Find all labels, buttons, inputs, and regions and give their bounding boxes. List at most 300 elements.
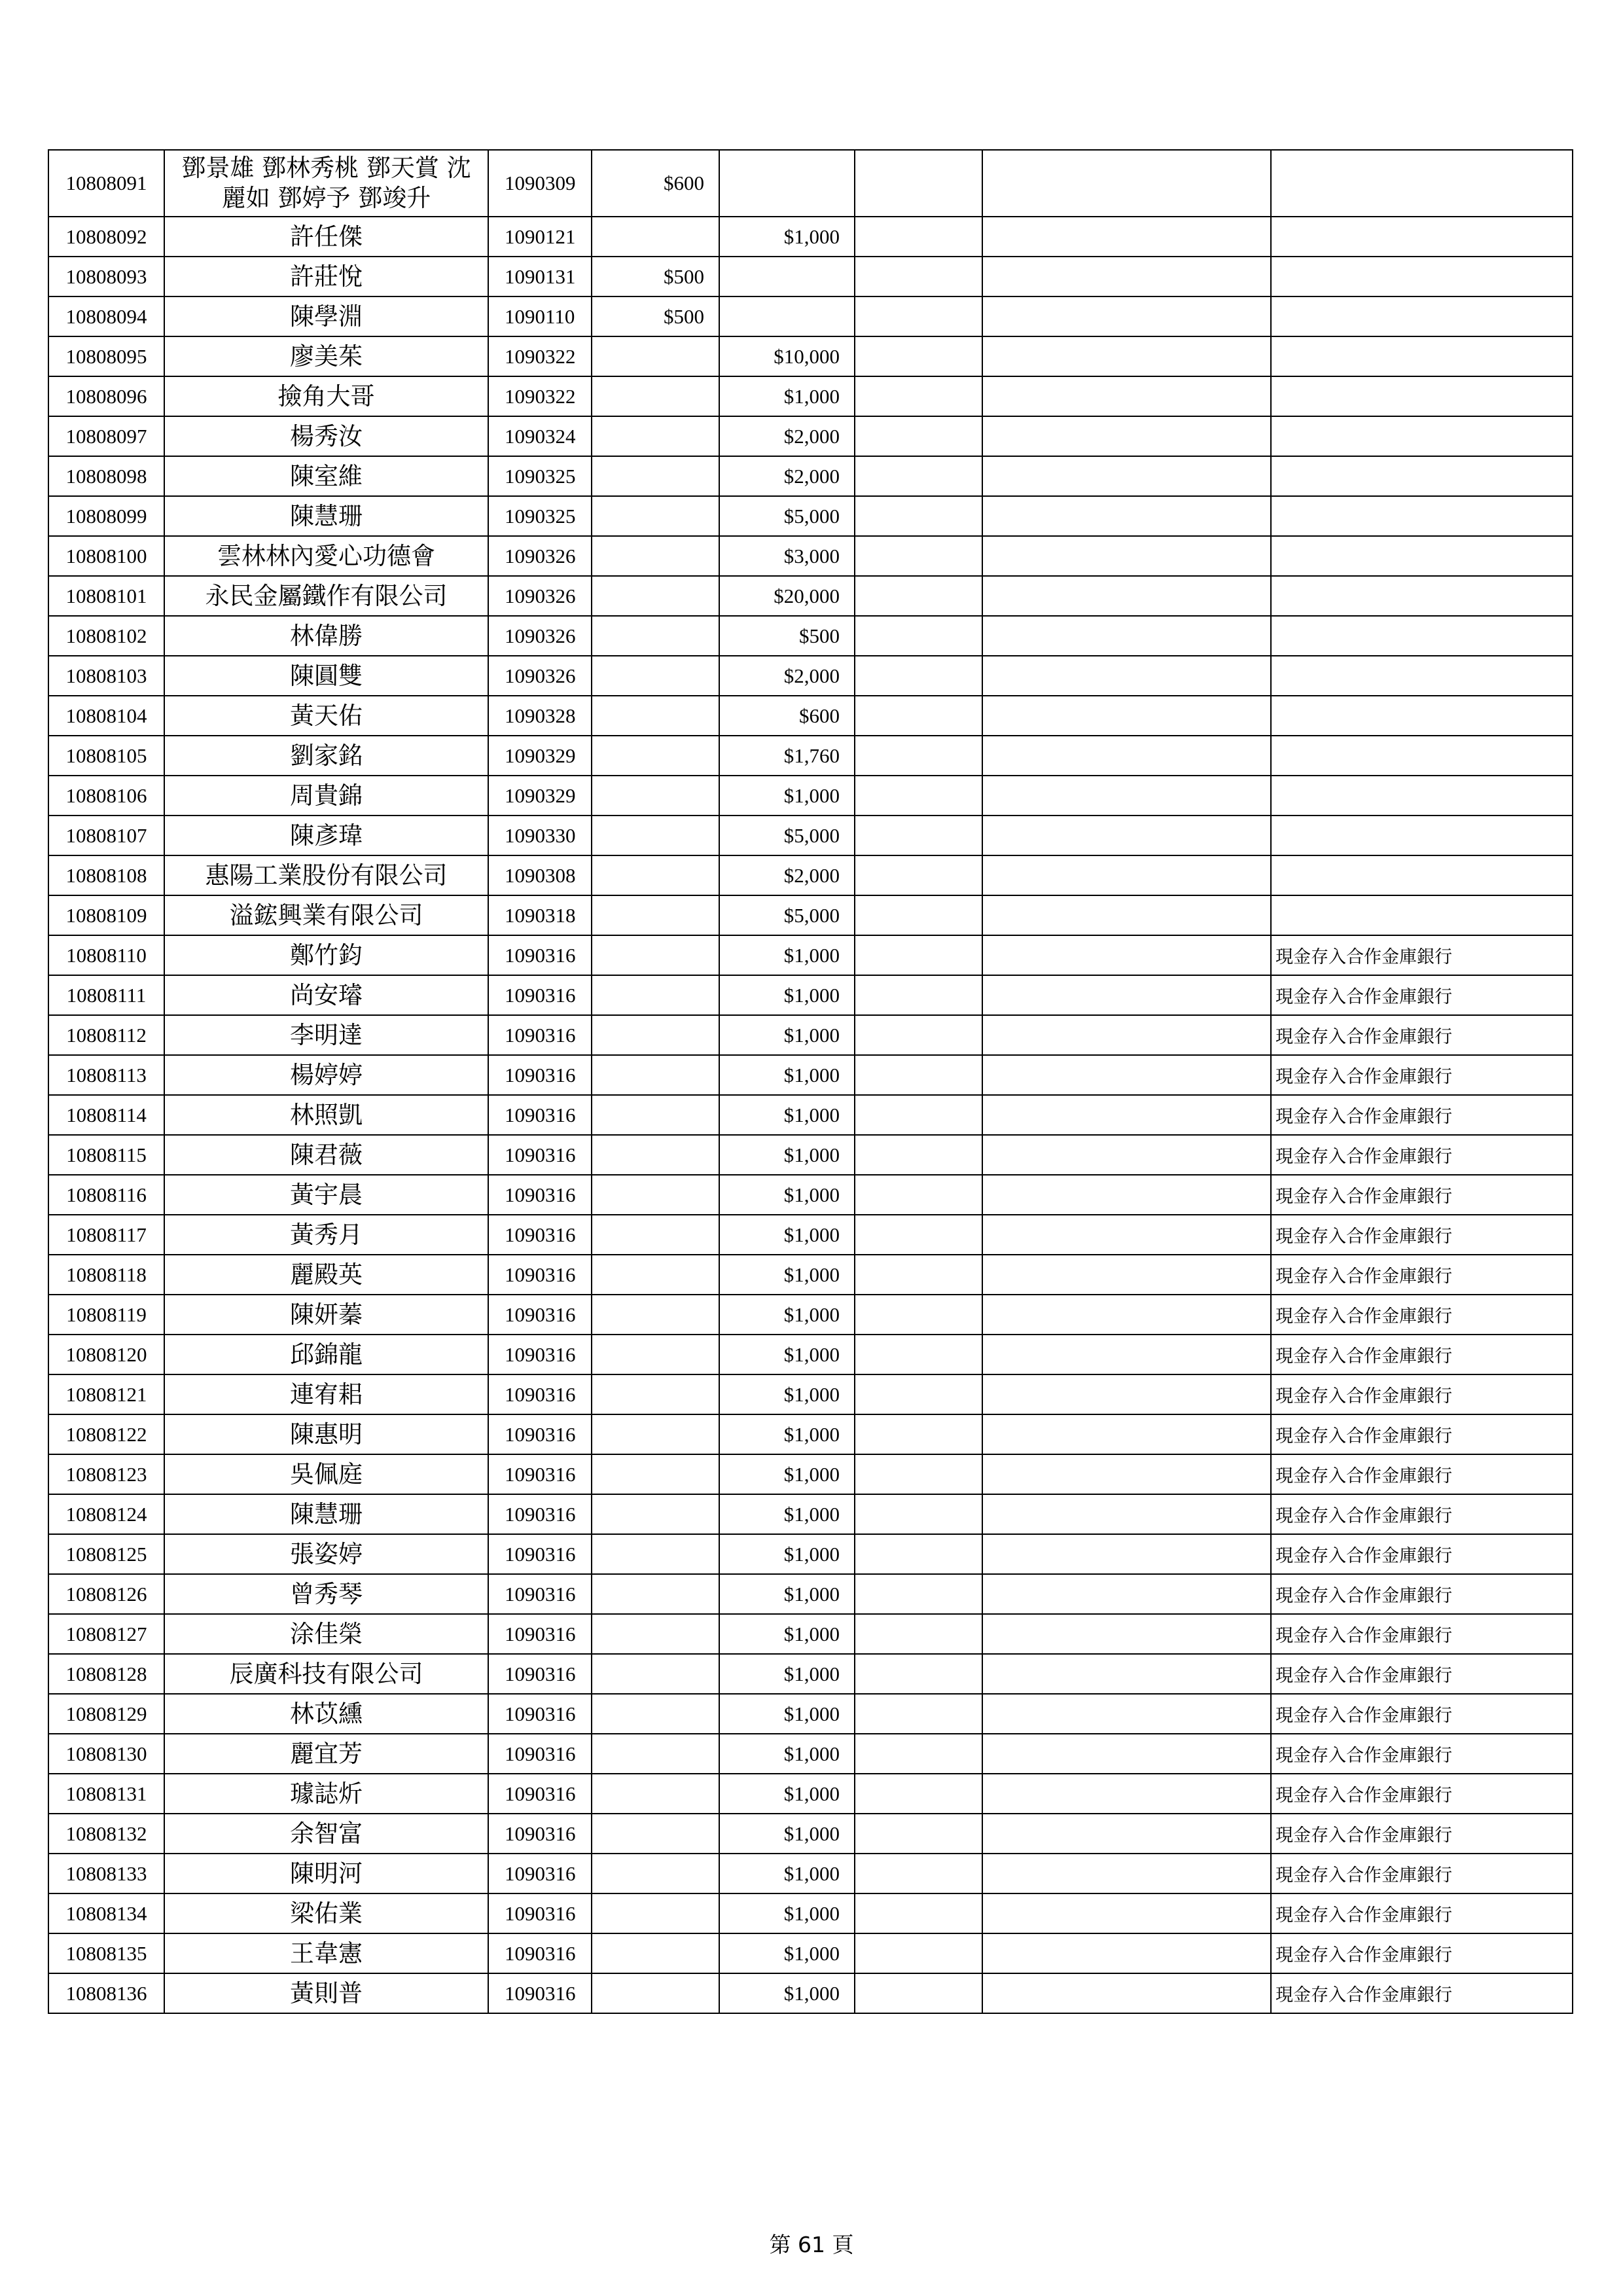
remark-cell: 現金存入合作金庫銀行 — [1271, 1574, 1573, 1614]
donation-date-cell: 1090324 — [488, 416, 592, 456]
table-row — [48, 616, 1573, 656]
amount-a-cell: $500 — [592, 296, 719, 336]
remark-cell — [1271, 416, 1573, 456]
amount-a-cell — [592, 1015, 719, 1055]
donation-date-cell: 1090316 — [488, 1135, 592, 1175]
amount-b-cell — [719, 257, 855, 296]
donation-date-cell: 1090131 — [488, 257, 592, 296]
blank-cell — [982, 456, 1271, 496]
remark-cell: 現金存入合作金庫銀行 — [1271, 1414, 1573, 1454]
remark-cell: 現金存入合作金庫銀行 — [1271, 1694, 1573, 1734]
donation-date-cell: 1090316 — [488, 1814, 592, 1854]
table-row — [48, 336, 1573, 376]
blank-cell — [982, 1374, 1271, 1414]
donor-id-cell: 10808106 — [48, 776, 164, 816]
amount-a-cell — [592, 217, 719, 257]
amount-b-cell: $1,000 — [719, 1095, 855, 1135]
donor-name-cell: 尚安璿 — [164, 975, 488, 1015]
amount-b-cell: $1,000 — [719, 1215, 855, 1255]
remark-cell: 現金存入合作金庫銀行 — [1271, 1814, 1573, 1854]
remark-cell: 現金存入合作金庫銀行 — [1271, 1055, 1573, 1095]
amount-b-cell: $5,000 — [719, 895, 855, 935]
amount-a-cell — [592, 696, 719, 736]
table-row — [48, 1095, 1573, 1135]
amount-b-cell: $1,000 — [719, 376, 855, 416]
donor-name-cell: 余智富 — [164, 1814, 488, 1854]
donor-id-cell: 10808121 — [48, 1374, 164, 1414]
blank-cell — [982, 1973, 1271, 2013]
amount-b-cell: $1,000 — [719, 1135, 855, 1175]
donor-name-cell: 劉家銘 — [164, 736, 488, 776]
donation-date-cell: 1090316 — [488, 935, 592, 975]
donor-id-cell: 10808131 — [48, 1774, 164, 1814]
table-row — [48, 1135, 1573, 1175]
blank-cell — [855, 257, 982, 296]
donor-id-cell: 10808118 — [48, 1255, 164, 1295]
amount-b-cell — [719, 150, 855, 217]
amount-b-cell: $1,000 — [719, 975, 855, 1015]
blank-cell — [982, 257, 1271, 296]
donation-date-cell: 1090330 — [488, 816, 592, 855]
blank-cell — [982, 1933, 1271, 1973]
donor-name-cell: 陳慧珊 — [164, 496, 488, 536]
amount-b-cell: $5,000 — [719, 816, 855, 855]
remark-cell — [1271, 376, 1573, 416]
blank-cell — [855, 656, 982, 696]
donation-date-cell: 1090316 — [488, 1973, 592, 2013]
table-row — [48, 1335, 1573, 1374]
blank-cell — [855, 736, 982, 776]
table-row — [48, 1854, 1573, 1893]
blank-cell — [982, 1255, 1271, 1295]
remark-cell: 現金存入合作金庫銀行 — [1271, 1374, 1573, 1414]
donation-date-cell: 1090329 — [488, 776, 592, 816]
remark-cell — [1271, 656, 1573, 696]
remark-cell: 現金存入合作金庫銀行 — [1271, 1015, 1573, 1055]
remark-cell: 現金存入合作金庫銀行 — [1271, 1973, 1573, 2013]
donor-id-cell: 10808110 — [48, 935, 164, 975]
blank-cell — [855, 895, 982, 935]
donor-name-cell: 廖美茱 — [164, 336, 488, 376]
blank-cell — [855, 616, 982, 656]
donor-id-cell: 10808101 — [48, 576, 164, 616]
donation-date-cell: 1090328 — [488, 696, 592, 736]
donor-name-cell: 許莊悅 — [164, 257, 488, 296]
blank-cell — [982, 336, 1271, 376]
amount-a-cell — [592, 1534, 719, 1574]
blank-cell — [855, 1933, 982, 1973]
blank-cell — [855, 1015, 982, 1055]
donor-id-cell: 10808133 — [48, 1854, 164, 1893]
donation-date-cell: 1090326 — [488, 536, 592, 576]
donation-date-cell: 1090316 — [488, 1374, 592, 1414]
table-row — [48, 496, 1573, 536]
donation-date-cell: 1090316 — [488, 1734, 592, 1774]
remark-cell — [1271, 776, 1573, 816]
table-row — [48, 416, 1573, 456]
blank-cell — [855, 1135, 982, 1175]
blank-cell — [855, 1454, 982, 1494]
table-row — [48, 1454, 1573, 1494]
amount-b-cell: $1,000 — [719, 1814, 855, 1854]
remark-cell — [1271, 616, 1573, 656]
amount-b-cell: $1,000 — [719, 1494, 855, 1534]
amount-b-cell: $1,000 — [719, 1374, 855, 1414]
table-row — [48, 1494, 1573, 1534]
amount-b-cell: $1,000 — [719, 1175, 855, 1215]
donor-name-cell: 麗宜芳 — [164, 1734, 488, 1774]
amount-a-cell — [592, 1774, 719, 1814]
blank-cell — [855, 1893, 982, 1933]
remark-cell — [1271, 736, 1573, 776]
table-row — [48, 1614, 1573, 1654]
remark-cell: 現金存入合作金庫銀行 — [1271, 975, 1573, 1015]
donation-date-cell: 1090316 — [488, 1095, 592, 1135]
donor-name-cell: 鄧景雄 鄧林秀桃 鄧天賞 沈麗如 鄧婷予 鄧竣升 — [164, 150, 488, 217]
amount-b-cell: $1,000 — [719, 1734, 855, 1774]
blank-cell — [855, 336, 982, 376]
amount-a-cell — [592, 1374, 719, 1414]
amount-a-cell — [592, 536, 719, 576]
remark-cell: 現金存入合作金庫銀行 — [1271, 1534, 1573, 1574]
amount-b-cell: $1,000 — [719, 1255, 855, 1295]
blank-cell — [982, 1654, 1271, 1694]
donor-name-cell: 黃則普 — [164, 1973, 488, 2013]
amount-b-cell: $2,000 — [719, 656, 855, 696]
blank-cell — [855, 536, 982, 576]
amount-b-cell: $1,000 — [719, 1694, 855, 1734]
donor-id-cell: 10808130 — [48, 1734, 164, 1774]
remark-cell: 現金存入合作金庫銀行 — [1271, 1614, 1573, 1654]
table-row — [48, 456, 1573, 496]
donor-name-cell: 邱錦龍 — [164, 1335, 488, 1374]
amount-a-cell — [592, 1494, 719, 1534]
donor-id-cell: 10808128 — [48, 1654, 164, 1694]
amount-b-cell: $1,000 — [719, 1414, 855, 1454]
table-row — [48, 1893, 1573, 1933]
blank-cell — [855, 1854, 982, 1893]
amount-b-cell: $1,760 — [719, 736, 855, 776]
blank-cell — [855, 1973, 982, 2013]
blank-cell — [982, 416, 1271, 456]
table-row — [48, 1654, 1573, 1694]
amount-a-cell — [592, 1694, 719, 1734]
blank-cell — [855, 376, 982, 416]
amount-a-cell — [592, 1574, 719, 1614]
donation-date-cell: 1090308 — [488, 855, 592, 895]
remark-cell — [1271, 150, 1573, 217]
remark-cell — [1271, 217, 1573, 257]
amount-b-cell: $1,000 — [719, 1654, 855, 1694]
table-row — [48, 776, 1573, 816]
amount-a-cell — [592, 1295, 719, 1335]
blank-cell — [982, 895, 1271, 935]
blank-cell — [982, 1015, 1271, 1055]
donation-date-cell: 1090316 — [488, 1175, 592, 1215]
blank-cell — [982, 1175, 1271, 1215]
donation-date-cell: 1090309 — [488, 150, 592, 217]
amount-b-cell: $3,000 — [719, 536, 855, 576]
remark-cell: 現金存入合作金庫銀行 — [1271, 1255, 1573, 1295]
amount-b-cell: $2,000 — [719, 416, 855, 456]
donor-name-cell: 陳圓雙 — [164, 656, 488, 696]
amount-b-cell: $1,000 — [719, 776, 855, 816]
table-row — [48, 296, 1573, 336]
donation-date-cell: 1090316 — [488, 1574, 592, 1614]
donor-name-cell: 林照凱 — [164, 1095, 488, 1135]
table-row — [48, 656, 1573, 696]
blank-cell — [982, 935, 1271, 975]
amount-b-cell: $500 — [719, 616, 855, 656]
donor-id-cell: 10808099 — [48, 496, 164, 536]
donor-name-cell: 吳佩庭 — [164, 1454, 488, 1494]
donor-id-cell: 10808126 — [48, 1574, 164, 1614]
donor-name-cell: 涂佳榮 — [164, 1614, 488, 1654]
amount-a-cell — [592, 1973, 719, 2013]
table-row — [48, 816, 1573, 855]
amount-a-cell — [592, 736, 719, 776]
page-number: 第 61 頁 — [769, 2232, 854, 2257]
blank-cell — [855, 1734, 982, 1774]
donation-date-cell: 1090329 — [488, 736, 592, 776]
donation-date-cell: 1090322 — [488, 336, 592, 376]
donor-name-cell: 楊秀汝 — [164, 416, 488, 456]
blank-cell — [855, 1295, 982, 1335]
table-row — [48, 696, 1573, 736]
remark-cell: 現金存入合作金庫銀行 — [1271, 1135, 1573, 1175]
blank-cell — [855, 855, 982, 895]
blank-cell — [982, 1854, 1271, 1893]
remark-cell: 現金存入合作金庫銀行 — [1271, 1335, 1573, 1374]
donor-id-cell: 10808111 — [48, 975, 164, 1015]
donor-id-cell: 10808117 — [48, 1215, 164, 1255]
donation-date-cell: 1090316 — [488, 1335, 592, 1374]
amount-b-cell: $1,000 — [719, 1454, 855, 1494]
donor-id-cell: 10808095 — [48, 336, 164, 376]
amount-b-cell: $1,000 — [719, 1534, 855, 1574]
donor-name-cell: 雲林林內愛心功德會 — [164, 536, 488, 576]
blank-cell — [982, 1774, 1271, 1814]
donation-date-cell: 1090318 — [488, 895, 592, 935]
amount-a-cell: $500 — [592, 257, 719, 296]
donor-name-cell: 麗殿英 — [164, 1255, 488, 1295]
donation-date-cell: 1090316 — [488, 1414, 592, 1454]
donor-name-cell: 陳君薇 — [164, 1135, 488, 1175]
table-row — [48, 257, 1573, 296]
blank-cell — [982, 1055, 1271, 1095]
remark-cell: 現金存入合作金庫銀行 — [1271, 1893, 1573, 1933]
remark-cell — [1271, 855, 1573, 895]
donor-id-cell: 10808120 — [48, 1335, 164, 1374]
donor-id-cell: 10808097 — [48, 416, 164, 456]
donation-date-cell: 1090326 — [488, 576, 592, 616]
table-row — [48, 855, 1573, 895]
table-row — [48, 895, 1573, 935]
donor-name-cell: 陳惠明 — [164, 1414, 488, 1454]
donor-id-cell: 10808094 — [48, 296, 164, 336]
donor-name-cell: 陳慧珊 — [164, 1494, 488, 1534]
donor-name-cell: 撿角大哥 — [164, 376, 488, 416]
blank-cell — [855, 816, 982, 855]
donation-date-cell: 1090316 — [488, 975, 592, 1015]
table-row — [48, 536, 1573, 576]
donor-name-cell: 林苡纁 — [164, 1694, 488, 1734]
donor-id-cell: 10808093 — [48, 257, 164, 296]
remark-cell: 現金存入合作金庫銀行 — [1271, 1734, 1573, 1774]
amount-a-cell — [592, 1854, 719, 1893]
amount-b-cell: $2,000 — [719, 456, 855, 496]
amount-a-cell — [592, 776, 719, 816]
amount-a-cell — [592, 1734, 719, 1774]
remark-cell — [1271, 816, 1573, 855]
donation-date-cell: 1090121 — [488, 217, 592, 257]
amount-a-cell — [592, 1175, 719, 1215]
remark-cell: 現金存入合作金庫銀行 — [1271, 1933, 1573, 1973]
blank-cell — [855, 1574, 982, 1614]
blank-cell — [855, 1255, 982, 1295]
donation-date-cell: 1090325 — [488, 456, 592, 496]
blank-cell — [855, 1335, 982, 1374]
donor-id-cell: 10808103 — [48, 656, 164, 696]
blank-cell — [855, 1494, 982, 1534]
amount-a-cell: $600 — [592, 150, 719, 217]
blank-cell — [982, 217, 1271, 257]
donation-date-cell: 1090316 — [488, 1694, 592, 1734]
table-row — [48, 576, 1573, 616]
blank-cell — [982, 576, 1271, 616]
blank-cell — [982, 496, 1271, 536]
blank-cell — [982, 1135, 1271, 1175]
blank-cell — [982, 1494, 1271, 1534]
amount-b-cell: $10,000 — [719, 336, 855, 376]
blank-cell — [982, 616, 1271, 656]
donor-name-cell: 曾秀琴 — [164, 1574, 488, 1614]
blank-cell — [982, 776, 1271, 816]
table-row — [48, 1015, 1573, 1055]
donation-date-cell: 1090316 — [488, 1933, 592, 1973]
amount-b-cell: $1,000 — [719, 1893, 855, 1933]
blank-cell — [982, 736, 1271, 776]
table-row — [48, 1055, 1573, 1095]
blank-cell — [855, 935, 982, 975]
remark-cell — [1271, 496, 1573, 536]
blank-cell — [855, 496, 982, 536]
blank-cell — [982, 1814, 1271, 1854]
blank-cell — [855, 1814, 982, 1854]
remark-cell: 現金存入合作金庫銀行 — [1271, 1774, 1573, 1814]
blank-cell — [982, 696, 1271, 736]
blank-cell — [982, 816, 1271, 855]
donor-id-cell: 10808109 — [48, 895, 164, 935]
donor-id-cell: 10808104 — [48, 696, 164, 736]
remark-cell — [1271, 576, 1573, 616]
table-row — [48, 1215, 1573, 1255]
remark-cell: 現金存入合作金庫銀行 — [1271, 1494, 1573, 1534]
amount-b-cell: $1,000 — [719, 1335, 855, 1374]
donation-date-cell: 1090316 — [488, 1295, 592, 1335]
donor-id-cell: 10808102 — [48, 616, 164, 656]
remark-cell: 現金存入合作金庫銀行 — [1271, 1295, 1573, 1335]
blank-cell — [855, 1215, 982, 1255]
donor-id-cell: 10808115 — [48, 1135, 164, 1175]
blank-cell — [982, 855, 1271, 895]
table-row — [48, 1933, 1573, 1973]
table-row — [48, 935, 1573, 975]
donor-id-cell: 10808105 — [48, 736, 164, 776]
amount-b-cell — [719, 296, 855, 336]
donation-date-cell: 1090326 — [488, 616, 592, 656]
table-row — [48, 736, 1573, 776]
donation-date-cell: 1090316 — [488, 1255, 592, 1295]
donation-date-cell: 1090316 — [488, 1774, 592, 1814]
blank-cell — [982, 1694, 1271, 1734]
amount-a-cell — [592, 456, 719, 496]
remark-cell — [1271, 336, 1573, 376]
blank-cell — [855, 1614, 982, 1654]
donor-id-cell: 10808096 — [48, 376, 164, 416]
amount-a-cell — [592, 376, 719, 416]
donor-name-cell: 陳妍蓁 — [164, 1295, 488, 1335]
donor-id-cell: 10808129 — [48, 1694, 164, 1734]
donor-name-cell: 黃秀月 — [164, 1215, 488, 1255]
donor-id-cell: 10808134 — [48, 1893, 164, 1933]
table-row — [48, 1295, 1573, 1335]
amount-a-cell — [592, 975, 719, 1015]
amount-b-cell: $1,000 — [719, 217, 855, 257]
donor-name-cell: 辰廣科技有限公司 — [164, 1654, 488, 1694]
donor-name-cell: 陳明河 — [164, 1854, 488, 1893]
amount-a-cell — [592, 616, 719, 656]
remark-cell — [1271, 895, 1573, 935]
donor-name-cell: 黃天佑 — [164, 696, 488, 736]
table-row — [48, 1973, 1573, 2013]
amount-a-cell — [592, 1255, 719, 1295]
amount-a-cell — [592, 1095, 719, 1135]
amount-b-cell: $1,000 — [719, 935, 855, 975]
blank-cell — [982, 975, 1271, 1015]
donation-date-cell: 1090316 — [488, 1654, 592, 1694]
blank-cell — [982, 1335, 1271, 1374]
amount-b-cell: $600 — [719, 696, 855, 736]
amount-a-cell — [592, 656, 719, 696]
donation-date-cell: 1090326 — [488, 656, 592, 696]
remark-cell — [1271, 536, 1573, 576]
donor-id-cell: 10808132 — [48, 1814, 164, 1854]
donation-date-cell: 1090316 — [488, 1534, 592, 1574]
table-row — [48, 217, 1573, 257]
table-row — [48, 1774, 1573, 1814]
remark-cell — [1271, 257, 1573, 296]
amount-a-cell — [592, 1335, 719, 1374]
donation-date-cell: 1090316 — [488, 1893, 592, 1933]
table-row — [48, 1574, 1573, 1614]
blank-cell — [982, 1574, 1271, 1614]
blank-cell — [855, 1095, 982, 1135]
amount-a-cell — [592, 496, 719, 536]
amount-b-cell: $1,000 — [719, 1933, 855, 1973]
blank-cell — [982, 1893, 1271, 1933]
amount-a-cell — [592, 1215, 719, 1255]
amount-a-cell — [592, 336, 719, 376]
amount-b-cell: $1,000 — [719, 1854, 855, 1893]
blank-cell — [855, 1654, 982, 1694]
blank-cell — [982, 1614, 1271, 1654]
donor-name-cell: 林偉勝 — [164, 616, 488, 656]
donor-name-cell: 周貴錦 — [164, 776, 488, 816]
table-row — [48, 1694, 1573, 1734]
blank-cell — [982, 376, 1271, 416]
amount-a-cell — [592, 1933, 719, 1973]
